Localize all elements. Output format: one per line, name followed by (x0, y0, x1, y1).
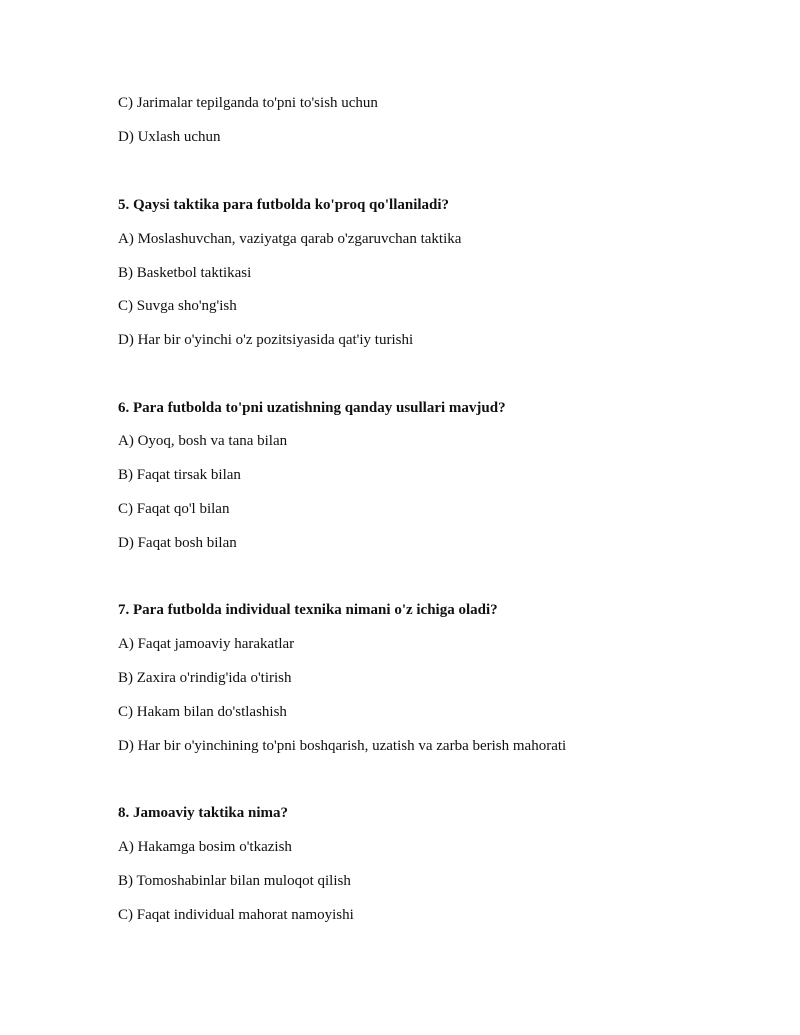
option-prev-c: C) Jarimalar tepilganda to'pni to'sish uchun (118, 95, 378, 111)
question-6-option-b: B) Faqat tirsak bilan (118, 467, 241, 483)
question-7-option-a: A) Faqat jamoaviy harakatlar (118, 636, 295, 652)
question-8-option-c: C) Faqat individual mahorat namoyishi (118, 907, 354, 923)
question-5-option-b: B) Basketbol taktikasi (118, 265, 252, 281)
question-5-option-d: D) Har bir o'yinchi o'z pozitsiyasida qat'iy turishi (118, 332, 414, 348)
question-8-option-a: A) Hakamga bosim o'tkazish (118, 839, 292, 855)
question-5-option-a: A) Moslashuvchan, vaziyatga qarab o'zgaruvchan taktika (118, 231, 462, 247)
question-8-title: 8. Jamoaviy taktika nima? (118, 805, 289, 821)
question-7-option-d: D) Har bir o'yinchining to'pni boshqarish, uzatish va zarba berish mahorati (118, 738, 567, 754)
question-5-option-c: C) Suvga sho'ng'ish (118, 298, 237, 314)
option-prev-d: D) Uxlash uchun (118, 129, 221, 145)
question-6-option-d: D) Faqat bosh bilan (118, 535, 237, 551)
question-7-option-b: B) Zaxira o'rindig'ida o'tirish (118, 670, 292, 686)
question-7-option-c: C) Hakam bilan do'stlashish (118, 704, 287, 720)
question-7-title: 7. Para futbolda individual texnika nimani o'z ichiga oladi? (118, 602, 498, 618)
question-5-title: 5. Qaysi taktika para futbolda ko'proq qo'llaniladi? (118, 197, 450, 213)
question-8-option-b: B) Tomoshabinlar bilan muloqot qilish (118, 873, 351, 889)
question-6-option-a: A) Oyoq, bosh va tana bilan (118, 433, 288, 449)
question-6-title: 6. Para futbolda to'pni uzatishning qanday usullari mavjud? (118, 400, 506, 416)
question-6-option-c: C) Faqat qo'l bilan (118, 501, 230, 517)
